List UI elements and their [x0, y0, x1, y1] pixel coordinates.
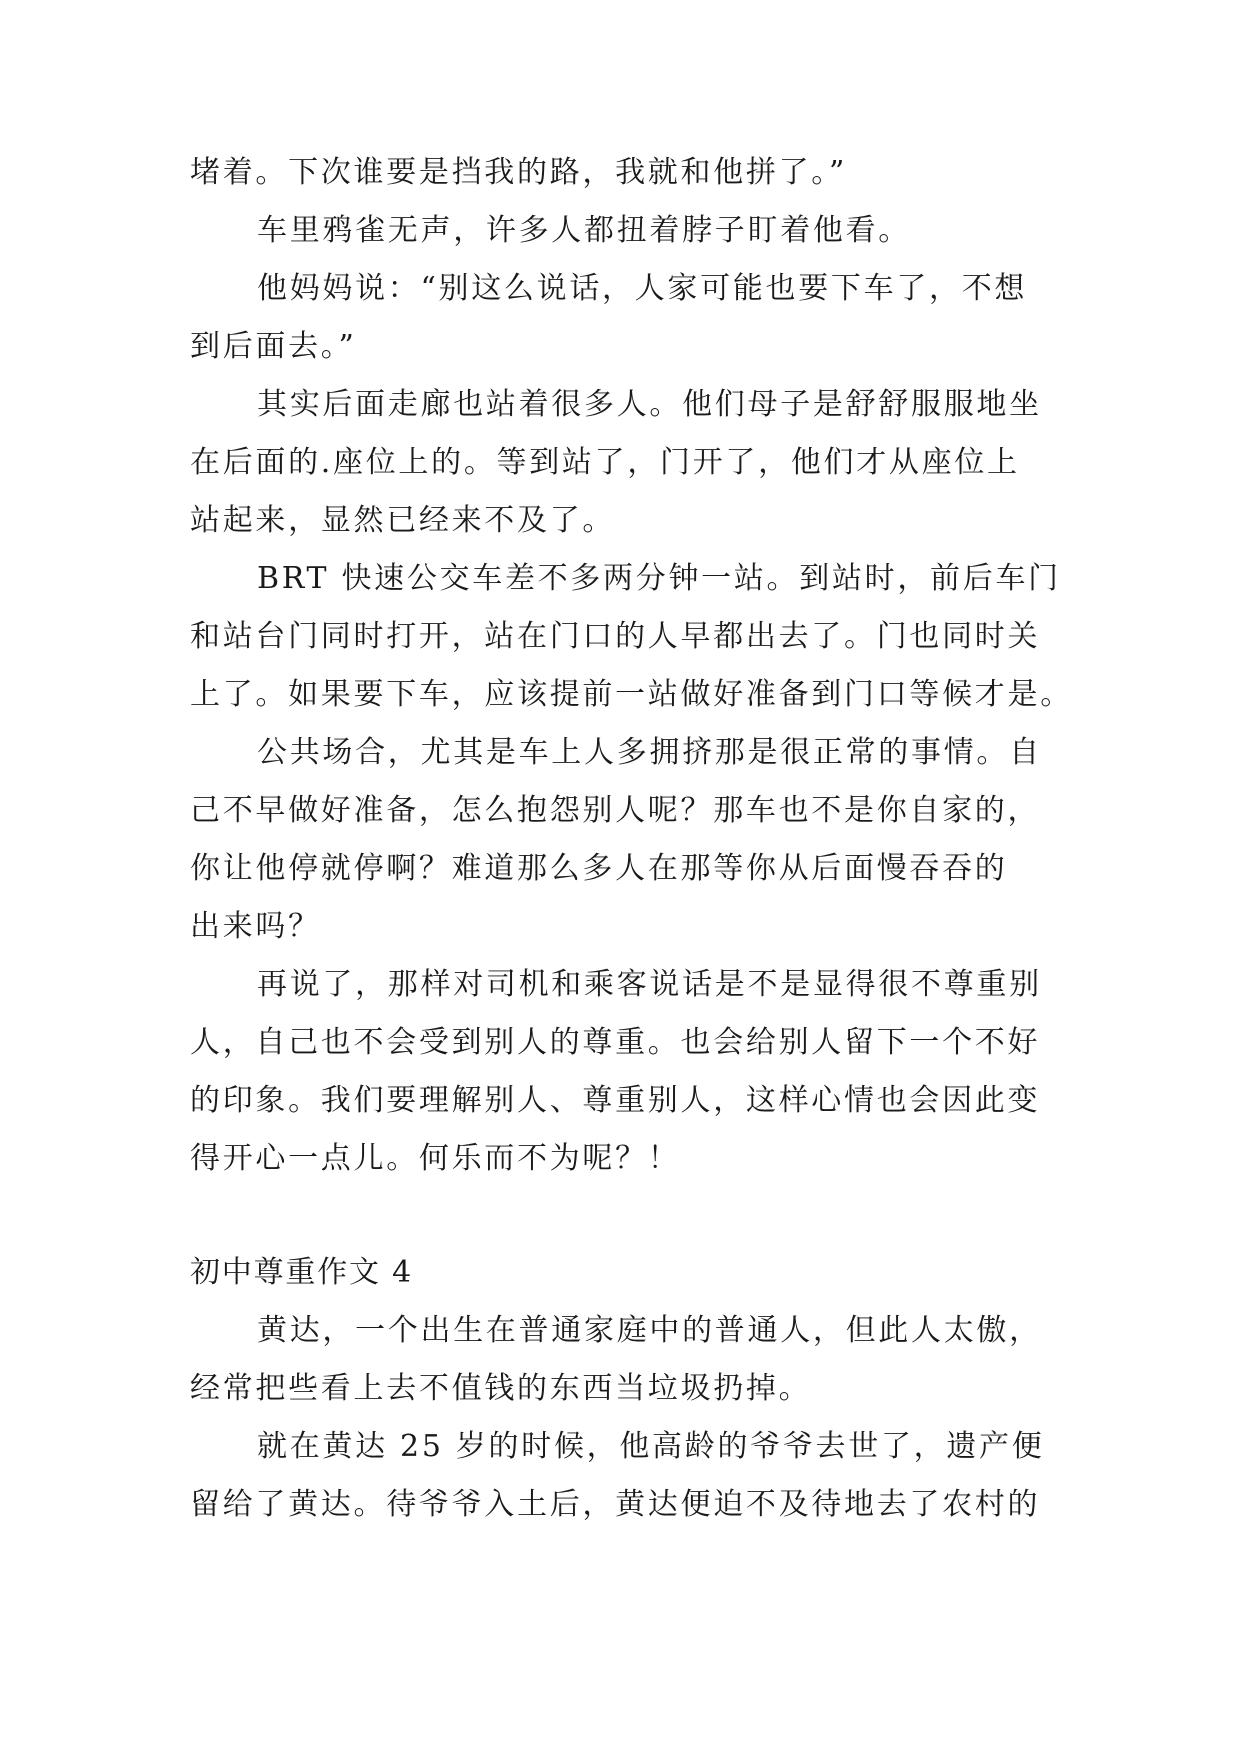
paragraph-start-line: 他妈妈说：“别这么说话，人家可能也要下车了，不想: [257, 271, 1028, 306]
section-heading: 初中尊重作文 4: [190, 1255, 414, 1290]
text-line: 到后面去。”: [190, 329, 357, 364]
paragraph-start-line: 黄达，一个出生在普通家庭中的普通人，但此人太傲，: [257, 1313, 1042, 1348]
text-line: 的印象。我们要理解别人、尊重别人，这样心情也会因此变: [190, 1083, 1041, 1118]
text-line: 得开心一点儿。何乐而不为呢？！: [190, 1141, 681, 1176]
text-line: 堵着。下次谁要是挡我的路，我就和他拼了。”: [190, 155, 848, 190]
paragraph-start-line: 再说了，那样对司机和乘客说话是不是显得很不尊重别: [257, 967, 1042, 1002]
text-line: 站起来，显然已经来不及了。: [190, 503, 616, 538]
paragraph-start-line: 就在黄达 25 岁的时候，他高龄的爷爷去世了，遗产便: [257, 1429, 1045, 1464]
text-line: 经常把些看上去不值钱的东西当垃圾扔掉。: [190, 1371, 812, 1406]
text-line: 己不早做好准备，怎么抱怨别人呢？那车也不是你自家的，: [190, 793, 1041, 828]
text-line: 人，自己也不会受到别人的尊重。也会给别人留下一个不好: [190, 1025, 1041, 1060]
text-line: 出来吗？: [190, 909, 321, 944]
text-line: 留给了黄达。待爷爷入土后，黄达便迫不及待地去了农村的: [190, 1487, 1041, 1522]
paragraph-start-line: 车里鸦雀无声，许多人都扭着脖子盯着他看。: [257, 213, 911, 248]
text-line: 你让他停就停啊？难道那么多人在那等你从后面慢吞吞的: [190, 851, 1008, 886]
text-line: 在后面的.座位上的。等到站了，门开了，他们才从座位上: [190, 445, 1020, 480]
paragraph-start-line: BRT 快速公交车差不多两分钟一站。到站时，前后车门: [257, 561, 1061, 596]
paragraph-start-line: 公共场合，尤其是车上人多拥挤那是很正常的事情。自: [257, 735, 1042, 770]
text-line: 和站台门同时打开，站在门口的人早都出去了。门也同时关: [190, 619, 1041, 654]
text-line: 上了。如果要下车，应该提前一站做好准备到门口等候才是。: [190, 677, 1073, 712]
paragraph-start-line: 其实后面走廊也站着很多人。他们母子是舒舒服服地坐: [257, 387, 1042, 422]
